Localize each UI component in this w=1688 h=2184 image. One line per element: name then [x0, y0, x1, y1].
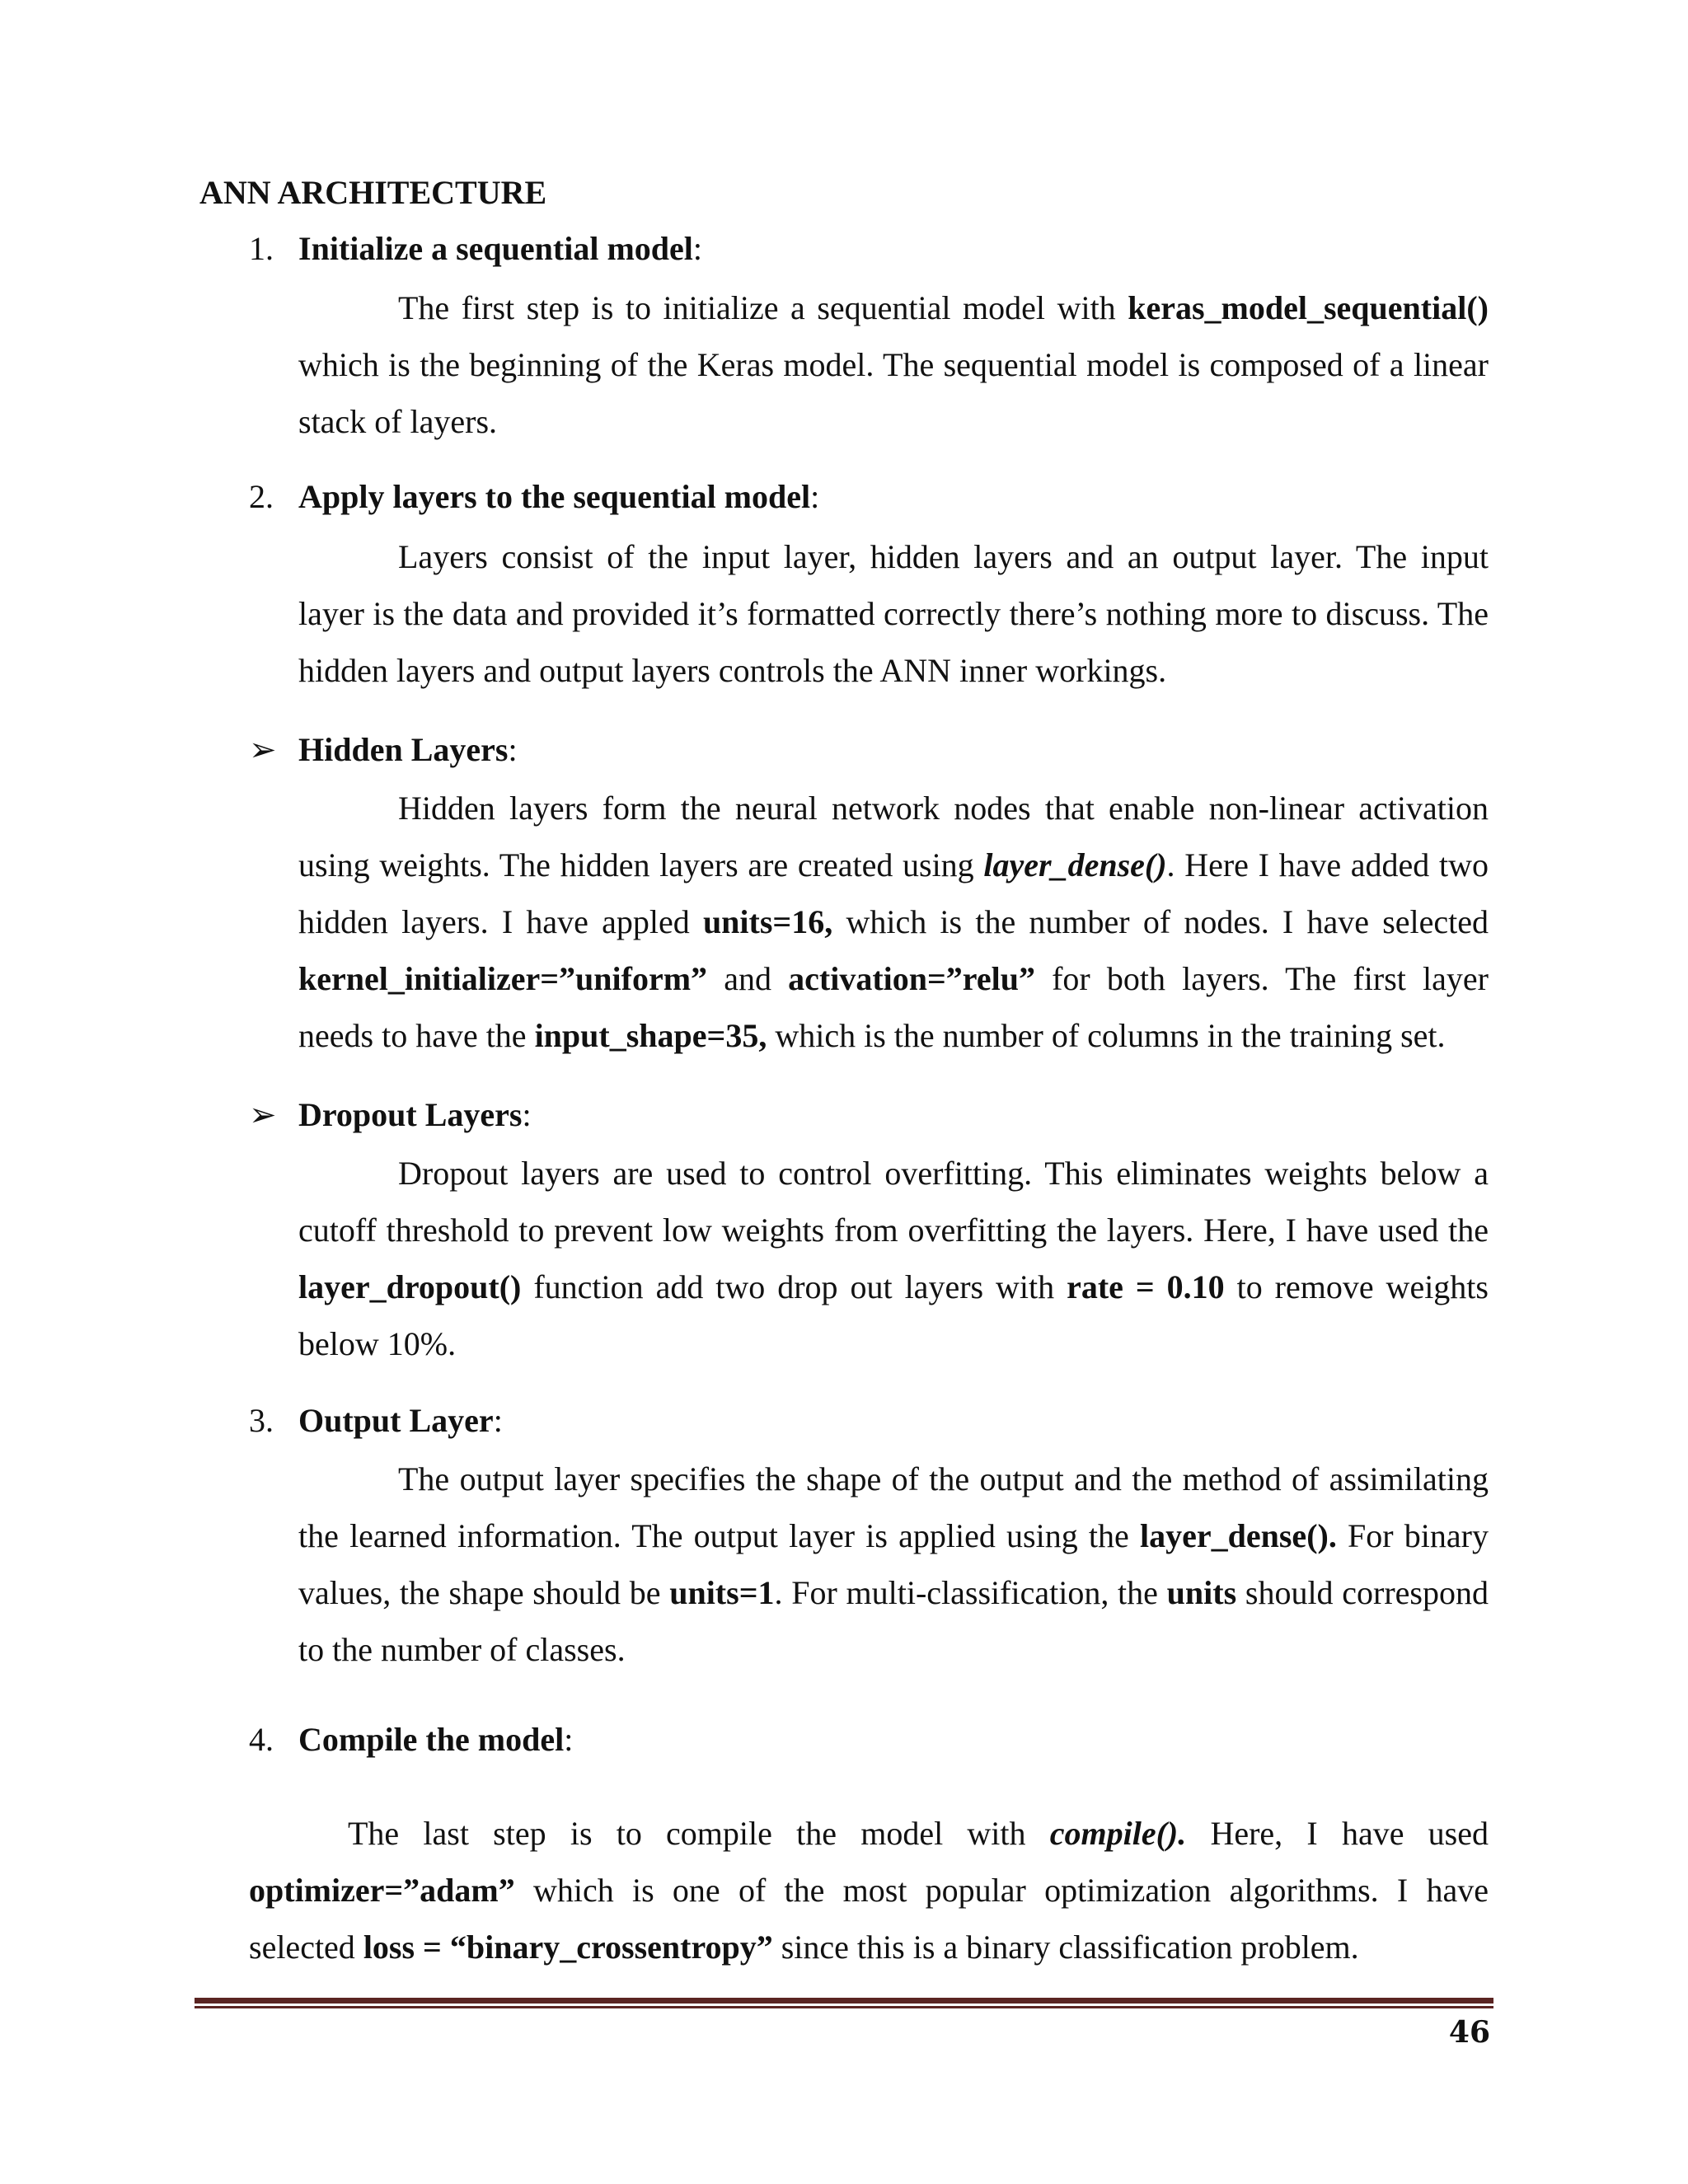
section-heading-label: Dropout Layers: [298, 1096, 523, 1133]
body-text: since this is a binary classification problem.: [772, 1929, 1359, 1966]
body-text: which is the number of nodes. I have selected: [832, 903, 1489, 940]
body-text: which is one of the most popular optimization algorithms. I have selected: [249, 1872, 1489, 1966]
body-text: for both layers. The first layer needs to have the: [298, 960, 1489, 1054]
section-paragraph-dropout-layers: [298, 1145, 1489, 1372]
body-text: Here, I have used: [1186, 1815, 1489, 1852]
body-text: Layers consist of the input layer, hidden layers and an output layer. The input layer is the data and provided it’s formatted correctly there’s nothing more to discuss. The hidden layers and output layers controls the ANN inner workings.: [298, 538, 1489, 689]
arrow-bullet-icon: ➢: [249, 1096, 277, 1133]
heading-colon: :: [493, 1402, 503, 1439]
section-paragraph-apply-layers: [298, 528, 1489, 699]
code-term: optimizer=”adam”: [249, 1872, 515, 1909]
page-title: ANN ARCHITECTURE: [199, 174, 547, 211]
section-paragraph-hidden-layers: [298, 780, 1489, 1064]
body-text: Dropout layers are used to control overfitting. This eliminates weights below a cutoff threshold to prevent low weights from overfitting the layers. Here, I have used the: [298, 1155, 1489, 1249]
code-term: units=1: [669, 1574, 775, 1611]
footer-rule-thin: [195, 2006, 1493, 2008]
heading-colon: :: [692, 230, 703, 267]
section-paragraph-output-layer: [298, 1451, 1489, 1678]
arrow-bullet-icon: ➢: [249, 731, 277, 768]
section-paragraph-compile-model: [249, 1805, 1489, 1975]
section-heading-label: Apply layers to the sequential model: [298, 478, 811, 515]
emphasis-text: compile().: [1049, 1815, 1187, 1852]
code-term: kernel_initializer=”uniform”: [298, 960, 708, 997]
section-paragraph-initialize: [298, 279, 1489, 450]
heading-colon: :: [810, 478, 820, 515]
page-number: 46: [1448, 2015, 1490, 2050]
list-number: 2.: [249, 478, 274, 515]
section-heading-label: Hidden Layers: [298, 731, 509, 768]
list-number: 1.: [249, 230, 274, 267]
body-text: which is the number of columns in the training set.: [767, 1017, 1446, 1054]
section-heading-dropout-layers: [249, 1092, 532, 1138]
section-heading-label: Compile the model: [298, 1721, 565, 1758]
heading-colon: :: [564, 1721, 574, 1758]
code-term: keras_model_sequential(): [1128, 289, 1489, 326]
body-text: . For multi-classification, the: [774, 1574, 1167, 1611]
code-term: [1050, 1815, 1187, 1852]
code-term: layer_dropout(): [298, 1268, 522, 1305]
code-term: units: [1166, 1574, 1237, 1611]
body-text: function add two drop out layers with: [521, 1268, 1067, 1305]
body-text: . Here I have added two hidden layers. I have appled: [298, 846, 1489, 940]
section-heading-hidden-layers: [249, 727, 518, 773]
list-number: 3.: [249, 1402, 274, 1439]
code-term: activation=”relu”: [788, 960, 1035, 997]
code-term: units=16,: [702, 903, 833, 940]
section-heading-label: Initialize a sequential model: [298, 230, 693, 267]
emphasis-text: layer_dense(): [983, 846, 1167, 883]
body-text: should correspond to the number of classes.: [298, 1574, 1489, 1668]
code-term: loss = “binary_crossentropy”: [363, 1929, 773, 1966]
section-heading-output-layer: [249, 1398, 503, 1444]
body-text: which is the beginning of the Keras model. The sequential model is composed of a linear stack of layers.: [298, 346, 1489, 440]
code-term: [983, 846, 1166, 883]
list-number: 4.: [249, 1721, 274, 1758]
section-heading-apply-layers: [249, 474, 819, 520]
body-text: Hidden layers form the neural network nodes that enable non-linear activation using weights. The hidden layers are created using: [298, 790, 1489, 883]
code-term: layer_dense().: [1140, 1517, 1337, 1554]
footer-rule-thick: [195, 1998, 1493, 2004]
body-text: For binary values, the shape should be: [298, 1517, 1489, 1611]
section-heading-initialize: [249, 226, 702, 272]
code-term: input_shape=35,: [534, 1017, 767, 1054]
body-text: and: [707, 960, 789, 997]
code-term: rate = 0.10: [1067, 1268, 1225, 1305]
section-heading-compile-model: [249, 1717, 573, 1763]
body-text: The first step is to initialize a sequential model with: [398, 289, 1128, 326]
heading-colon: :: [522, 1096, 532, 1133]
body-text: The last step is to compile the model with: [348, 1815, 1050, 1852]
heading-colon: :: [508, 731, 518, 768]
section-heading-label: Output Layer: [298, 1402, 494, 1439]
body-text: to remove weights below 10%.: [298, 1268, 1489, 1362]
body-text: The output layer specifies the shape of the output and the method of assimilating the learned information. The output layer is applied using the: [298, 1460, 1489, 1554]
